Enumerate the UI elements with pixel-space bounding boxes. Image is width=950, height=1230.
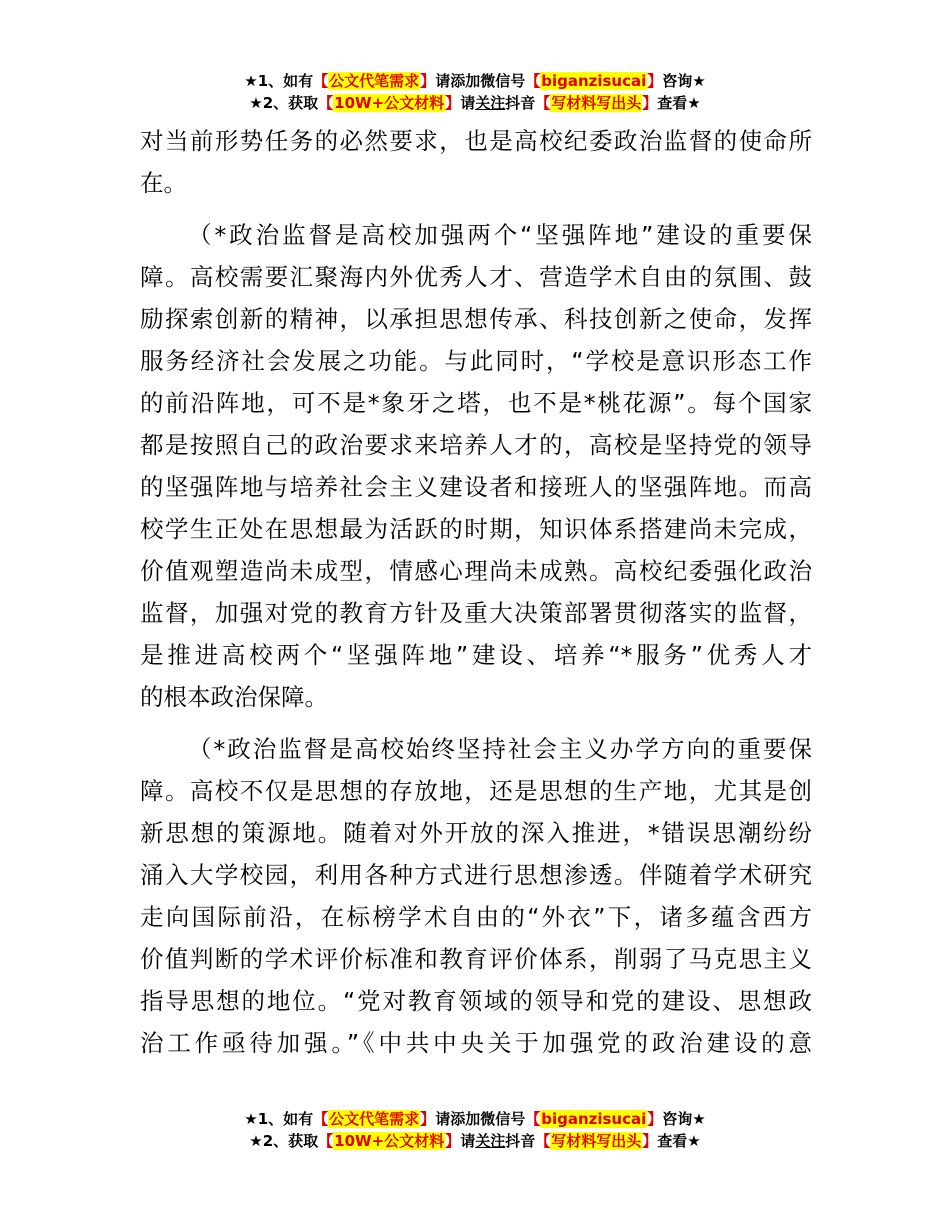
paragraph-3 bbox=[140, 728, 812, 1064]
text-line: 障。高校需要汇聚海内外优秀人才、营造学术自由的氛围、鼓 bbox=[140, 263, 812, 291]
banner-text: 抖音 bbox=[505, 94, 536, 112]
paragraph-1 bbox=[140, 120, 812, 204]
banner-line-1 bbox=[0, 1108, 950, 1130]
highlight-materials: 10W+公文材料 bbox=[334, 1132, 445, 1150]
highlight-douyin-account: 写材料写出头 bbox=[551, 94, 642, 112]
bracket: 】 bbox=[642, 1132, 658, 1150]
banner-text: ★1、如有 bbox=[244, 72, 314, 90]
text-line: 的坚强阵地与培养社会主义建设者和接班人的坚强阵地。而高 bbox=[140, 473, 812, 501]
bracket: 】 bbox=[642, 94, 658, 112]
banner-text: 请添加微信号 bbox=[435, 1110, 526, 1128]
bracket: 】 bbox=[445, 1132, 461, 1150]
bracket: 【 bbox=[313, 1110, 329, 1128]
highlight-service: 公文代笔需求 bbox=[329, 72, 420, 90]
banner-text: 请添加微信号 bbox=[435, 72, 526, 90]
bracket: 】 bbox=[420, 1110, 436, 1128]
banner-text: 咨询★ bbox=[662, 1110, 706, 1128]
banner-line-2 bbox=[0, 1130, 950, 1152]
banner-text: 咨询★ bbox=[662, 72, 706, 90]
text-line: 涌入大学校园，利用各种方式进行思想渗透。伴随着学术研究 bbox=[140, 861, 812, 889]
text-line: 服务经济社会发展之功能。与此同时，“学校是意识形态工作 bbox=[140, 347, 812, 375]
header-banner bbox=[0, 70, 950, 114]
highlight-service: 公文代笔需求 bbox=[329, 1110, 420, 1128]
text-line: 价值判断的学术评价标准和教育评价体系，削弱了马克思主义 bbox=[140, 945, 812, 973]
text-line: 都是按照自己的政治要求来培养人才的，高校是坚持党的领导 bbox=[140, 431, 812, 459]
banner-underlined-text: 关注 bbox=[475, 1132, 506, 1150]
text-line: 励探索创新的精神，以承担思想传承、科技创新之使命，发挥 bbox=[140, 305, 812, 333]
text-line: （*政治监督是高校始终坚持社会主义办学方向的重要保 bbox=[188, 735, 812, 763]
text-line: 是推进高校两个“坚强阵地”建设、培养“*服务”优秀人才 bbox=[140, 641, 812, 669]
banner-text: 抖音 bbox=[505, 1132, 536, 1150]
highlight-douyin-account: 写材料写出头 bbox=[551, 1132, 642, 1150]
text-line: 对当前形势任务的必然要求，也是高校纪委政治监督的使命所 bbox=[140, 127, 812, 155]
bracket: 】 bbox=[445, 94, 461, 112]
text-line: （*政治监督是高校加强两个“坚强阵地”建设的重要保 bbox=[188, 221, 812, 249]
banner-line-1 bbox=[0, 70, 950, 92]
bracket: 【 bbox=[525, 72, 541, 90]
banner-line-2 bbox=[0, 92, 950, 114]
text-line: 校学生正处在思想最为活跃的时期，知识体系搭建尚未完成， bbox=[140, 515, 812, 543]
text-line: 新思想的策源地。随着对外开放的深入推进，*错误思潮纷纷 bbox=[140, 819, 812, 847]
text-line: 的根本政治保障。 bbox=[140, 683, 328, 711]
banner-text: 查看★ bbox=[657, 1132, 701, 1150]
bracket: 【 bbox=[318, 1132, 334, 1150]
highlight-wechat-id: biganzisucai bbox=[541, 1110, 647, 1128]
bracket: 【 bbox=[535, 1132, 551, 1150]
footer-banner bbox=[0, 1108, 950, 1152]
banner-underlined-text: 关注 bbox=[475, 94, 506, 112]
highlight-materials: 10W+公文材料 bbox=[334, 94, 445, 112]
bracket: 【 bbox=[535, 94, 551, 112]
text-line: 的前沿阵地，可不是*象牙之塔，也不是*桃花源”。每个国家 bbox=[140, 389, 812, 417]
banner-text: ★2、获取 bbox=[249, 1132, 319, 1150]
text-line: 在。 bbox=[140, 169, 187, 197]
bracket: 】 bbox=[647, 72, 663, 90]
banner-text: ★2、获取 bbox=[249, 94, 319, 112]
text-line: 指导思想的地位。“党对教育领域的领导和党的建设、思想政 bbox=[140, 987, 812, 1015]
bracket: 】 bbox=[647, 1110, 663, 1128]
highlight-wechat-id: biganzisucai bbox=[541, 72, 647, 90]
bracket: 【 bbox=[318, 94, 334, 112]
banner-text: 请 bbox=[460, 94, 476, 112]
bracket: 】 bbox=[420, 72, 436, 90]
text-line: 障。高校不仅是思想的存放地，还是思想的生产地，尤其是创 bbox=[140, 777, 812, 805]
text-line: 治工作亟待加强。”《中共中央关于加强党的政治建设的意 bbox=[140, 1029, 812, 1057]
document-body bbox=[140, 120, 812, 1064]
banner-text: ★1、如有 bbox=[244, 1110, 314, 1128]
text-line: 走向国际前沿，在标榜学术自由的“外衣”下，诸多蕴含西方 bbox=[140, 903, 812, 931]
paragraph-2 bbox=[140, 214, 812, 718]
banner-text: 查看★ bbox=[657, 94, 701, 112]
bracket: 【 bbox=[525, 1110, 541, 1128]
banner-text: 请 bbox=[460, 1132, 476, 1150]
text-line: 价值观塑造尚未成型，情感心理尚未成熟。高校纪委强化政治 bbox=[140, 557, 812, 585]
bracket: 【 bbox=[313, 72, 329, 90]
text-line: 监督，加强对党的教育方针及重大决策部署贯彻落实的监督， bbox=[140, 599, 812, 627]
